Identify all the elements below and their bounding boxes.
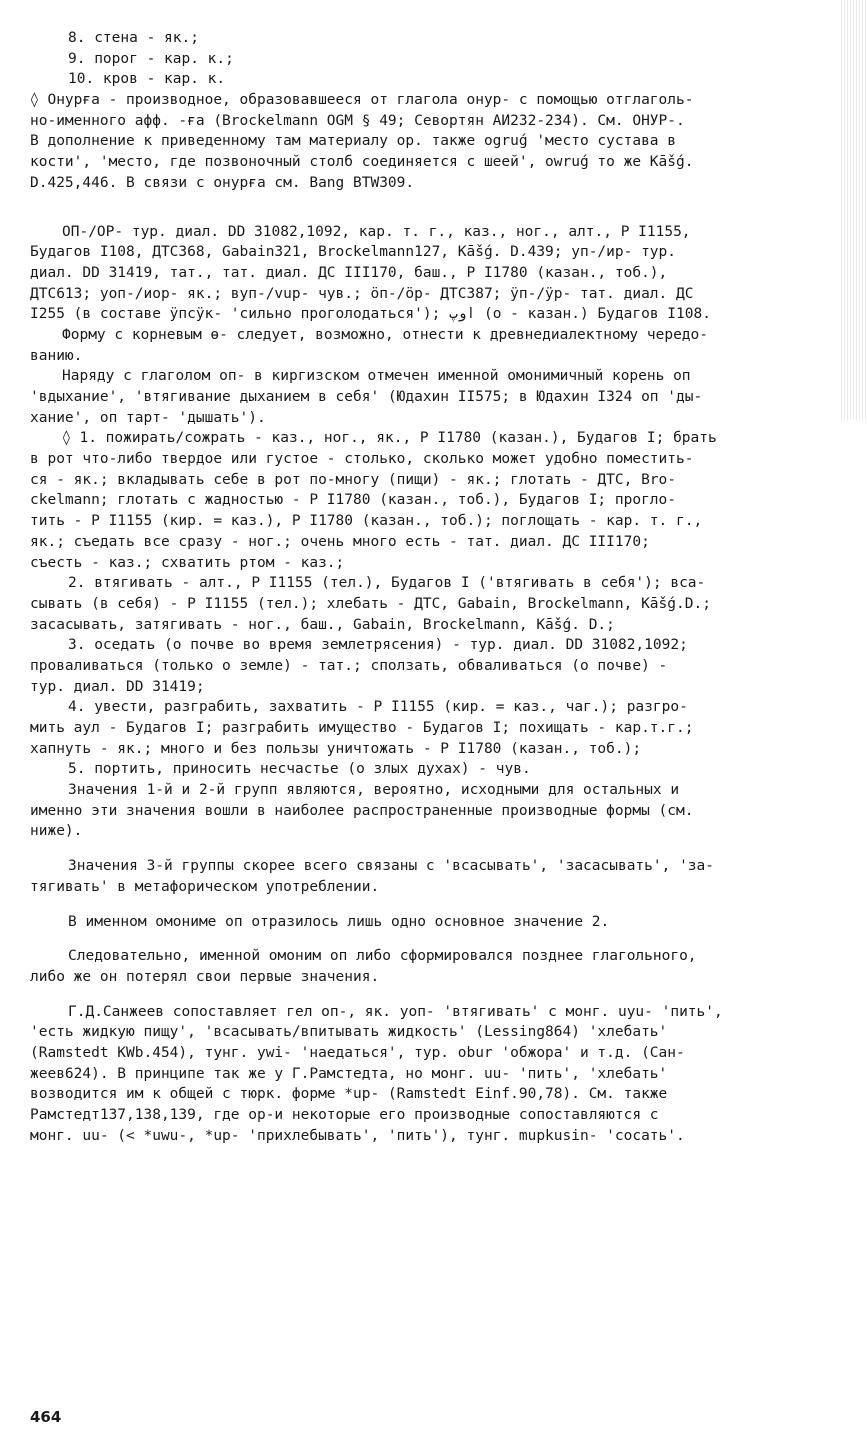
text-line: диал. DD 31419, тат., тат. диал. ДС III170, баш., Р I1780 (казан., тоб.), <box>30 264 668 281</box>
text-line: ванию. <box>30 347 83 364</box>
text-line: 4. увести, разграбить, захватить - Р I1155 (кир. = каз., чаг.); разгро- <box>68 699 688 716</box>
text-line: (Ramstedt KWb.454), тунг. ywi- 'наедаться', тур. obur 'обжора' и т.д. (Сан- <box>30 1044 685 1061</box>
text-line: 2. втягивать - алт., Р I1155 (тел.), Будагов I ('втягивать в себя'); вса- <box>68 575 706 592</box>
text-line: 5. портить, приносить несчастье (о злых духах) - чув. <box>68 761 531 778</box>
text-line: Рамстедт137,138,139, где ор-и некоторые его производные сопоставляются с <box>30 1107 659 1123</box>
text-line: хание', оп тарт- 'дышать'). <box>30 409 266 426</box>
text-line: тур. диал. DD 31419; <box>30 678 205 695</box>
text-line: ся - як.; вкладывать себе в рот по-многу (пищи) - як.; глотать - ДТС, Bro- <box>30 471 677 488</box>
text-line: В именном омониме оп отразилось лишь одно основное значение 2. <box>68 913 610 930</box>
text-line: I255 (в составе ӱпсӱк- 'сильно проголодаться'); اوپ (о - казан.) Будагов I108. <box>30 306 711 323</box>
text-line: 'вдыхание', 'втягивание дыханием в себя' (Юдахин II575; в Юдахин I324 оп 'ды- <box>30 389 703 405</box>
text-line: Значения 1-й и 2-й групп являются, вероятно, исходными для остальных и <box>68 782 680 799</box>
text-line: D.425,446. В связи с онурға см. Bang BTW309. <box>30 174 415 191</box>
meaning-4 <box>30 697 850 759</box>
paragraph-onurga <box>30 90 850 193</box>
paragraph-groups-1-2 <box>30 780 850 842</box>
text-line: возводится им к общей с тюрк. форме *up- (Ramstedt Einf.90,78). См. также <box>30 1086 668 1103</box>
text-line: но-именного афф. -ға (Brockelmann OGM § 49; Севортян АИ232-234). См. ОНУР-. <box>30 112 685 129</box>
meaning-3 <box>30 635 850 697</box>
paragraph-nominal-homonym <box>30 912 850 933</box>
list-block <box>30 28 850 90</box>
text-line: ДТС613; уоп-/иор- як.; вуп-/vup- чув.; öп-/öр- ДТС387; ӱп-/ӱр- тат. диал. ДС <box>30 285 694 302</box>
list-item: 9. порог - кар. к.; <box>68 50 234 67</box>
meaning-1 <box>30 428 850 573</box>
text-line: ниже). <box>30 823 83 840</box>
text-line: В дополнение к приведенному там материалу ор. также ogruǵ 'место сустава в <box>30 133 677 150</box>
paragraph-group-3 <box>30 856 850 897</box>
text-line: 'есть жидкую пищу', 'всасывать/впитывать жидкость' (Lessing864) 'хлебать' <box>30 1024 668 1041</box>
text-line: Г.Д.Санжеев сопоставляет гел оп-, як. уоп- 'втягивать' с монг. uyu- 'пить', <box>68 1003 723 1020</box>
text-line: сывать (в себя) - Р I1155 (тел.); хлебать - ДТС, Gabain, Brockelmann, Kāšǵ.D.; <box>30 595 711 612</box>
text-line: Следовательно, именной омоним оп либо сформировался позднее глагольного, <box>68 948 697 965</box>
paragraph-sanzheev <box>30 1002 850 1147</box>
meaning-2 <box>30 573 850 635</box>
text-line: кости', 'место, где позвоночный столб соединяется с шеей', owruǵ то же Kāšǵ. <box>30 154 694 171</box>
text-line: як.; съедать все сразу - ног.; очень много есть - тат. диал. ДС III170; <box>30 533 650 550</box>
paragraph-op-entry <box>30 222 850 367</box>
text-line: 3. оседать (о почве во время землетрясения) - тур. диал. DD 31082,1092; <box>68 637 688 654</box>
text-line: проваливаться (только о земле) - тат.; сползать, обваливаться (о почве) - <box>30 657 668 674</box>
text-line: хапнуть - як.; много и без пользы уничтожать - Р I1780 (казан., тоб.); <box>30 740 642 757</box>
list-item: 8. стена - як.; <box>68 30 199 46</box>
text-line: либо же он потерял свои первые значения. <box>30 968 380 985</box>
text-line: засасывать, затягивать - ног., баш., Gabain, Brockelmann, Kāšǵ. D.; <box>30 616 615 633</box>
paragraph-homonym <box>30 366 850 428</box>
text-line: ◊ 1. пожирать/сожрать - каз., ног., як., Р I1780 (казан.), Будагов I; брать <box>62 430 717 447</box>
text-line: Форму с корневым ө- следует, возможно, отнести к древнедиалектному чередо- <box>62 326 709 343</box>
paragraph-conclusion <box>30 946 850 987</box>
text-line: ОП-/ОР- тур. диал. DD 31082,1092, кар. т. г., каз., ног., алт., Р I1155, <box>62 223 691 240</box>
text-line: съесть - каз.; схватить ртом - каз.; <box>30 554 345 571</box>
text-line: Будагов I108, ДТС368, Gabain321, Brockelmann127, Kāšǵ. D.439; уп-/ир- тур. <box>30 244 677 261</box>
list-item: 10. кров - кар. к. <box>68 71 226 88</box>
text-line: мить аул - Будагов I; разграбить имущество - Будагов I; похищать - кар.т.г.; <box>30 720 694 736</box>
text-line: Значения 3-й группы скорее всего связаны с 'всасывать', 'засасывать', 'за- <box>68 858 715 875</box>
text-line: Наряду с глаголом оп- в киргизском отмечен именной омонимичный корень оп <box>62 368 691 385</box>
text-line: тить - Р I1155 (кир. = каз.), Р I1780 (казан., тоб.); поглощать - кар. т. г., <box>30 513 703 530</box>
text-line: именно эти значения вошли в наиболее распространенные производные формы (см. <box>30 802 694 819</box>
meaning-5 <box>30 759 850 780</box>
text-line: ckelmann; глотать с жадностью - Р I1780 (казан., тоб.), Будагов I; прогло- <box>30 492 677 509</box>
text-line: в рот что-либо твердое или густое - столько, сколько может удобно поместить- <box>30 451 694 468</box>
text-line: жеев624). В принципе так же у Г.Рамстедта, но монг. uu- 'пить', 'хлебать' <box>30 1065 668 1082</box>
text-line: ◊ Онурға - производное, образовавшееся от глагола онур- с помощью отглаголь- <box>30 92 694 109</box>
text-line: монг. uu- (< *uwu-, *up- 'прихлебывать', 'пить'), тунг. mupkusin- 'сосать'. <box>30 1127 685 1144</box>
document-page <box>30 28 850 1146</box>
text-line: тягивать' в метафорическом употреблении. <box>30 878 380 895</box>
page-number: 464 <box>30 1408 62 1426</box>
